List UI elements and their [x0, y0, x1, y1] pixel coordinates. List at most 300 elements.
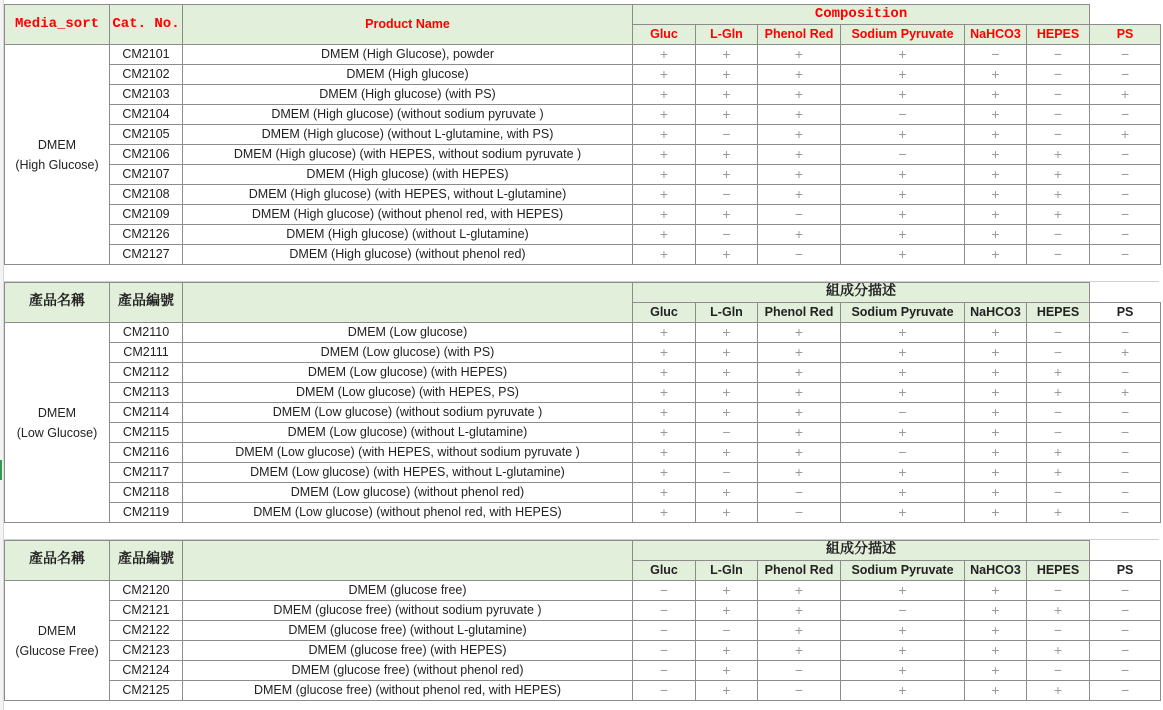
composition-mark[interactable]: −	[633, 581, 696, 601]
cat-no-cell[interactable]: CM2116	[110, 443, 183, 463]
media-sort-cell[interactable]	[5, 45, 110, 265]
cat-no-cell[interactable]: CM2125	[110, 681, 183, 701]
product-block	[4, 540, 1161, 701]
composition-mark[interactable]: +	[841, 581, 965, 601]
product-name-cell[interactable]: DMEM (High glucose) (with HEPES, without sodium pyruvate )	[183, 145, 633, 165]
composition-mark[interactable]: −	[841, 145, 965, 165]
composition-mark[interactable]: −	[1090, 105, 1161, 125]
product-name-cell[interactable]: DMEM (High glucose) (without phenol red)	[183, 245, 633, 265]
composition-mark[interactable]: +	[696, 323, 758, 343]
composition-mark[interactable]: +	[841, 463, 965, 483]
product-name-cell[interactable]: DMEM (Low glucose) (without sodium pyruvate )	[183, 403, 633, 423]
composition-mark[interactable]: −	[696, 423, 758, 443]
table-row	[5, 185, 1161, 205]
composition-mark[interactable]: +	[758, 581, 841, 601]
product-table	[4, 540, 1161, 701]
product-name-cell[interactable]: DMEM (Low glucose) (with HEPES, without L-glutamine)	[183, 463, 633, 483]
header-cat-no[interactable]: 產品編號	[110, 283, 183, 323]
table-row	[5, 383, 1161, 403]
cat-no-cell[interactable]: CM2124	[110, 661, 183, 681]
composition-mark[interactable]: +	[633, 343, 696, 363]
composition-mark[interactable]: +	[965, 681, 1027, 701]
composition-mark[interactable]: −	[758, 503, 841, 523]
cat-no-cell[interactable]: CM2122	[110, 621, 183, 641]
composition-mark[interactable]: +	[758, 323, 841, 343]
cat-no-cell[interactable]: CM2105	[110, 125, 183, 145]
header-nahco3[interactable]: NaHCO3	[965, 561, 1027, 581]
composition-mark[interactable]: +	[633, 125, 696, 145]
product-name-cell[interactable]: DMEM (High glucose) (without phenol red, with HEPES)	[183, 205, 633, 225]
composition-mark[interactable]: +	[965, 661, 1027, 681]
composition-mark[interactable]: +	[841, 681, 965, 701]
composition-mark[interactable]: +	[758, 621, 841, 641]
composition-mark[interactable]: +	[633, 185, 696, 205]
composition-mark[interactable]: −	[1027, 45, 1090, 65]
header-nahco3[interactable]: NaHCO3	[965, 25, 1027, 45]
header-product-name[interactable]: Product Name	[183, 5, 633, 45]
composition-mark[interactable]: −	[633, 621, 696, 641]
composition-mark[interactable]: −	[1090, 145, 1161, 165]
composition-mark[interactable]: +	[633, 245, 696, 265]
media-sort-label: DMEM	[37, 137, 77, 152]
header-gluc[interactable]: Gluc	[633, 25, 696, 45]
composition-mark[interactable]: +	[633, 165, 696, 185]
composition-mark[interactable]: +	[633, 363, 696, 383]
spreadsheet[interactable]	[4, 4, 1163, 710]
composition-mark[interactable]: −	[1090, 443, 1161, 463]
composition-mark[interactable]: +	[1027, 601, 1090, 621]
composition-mark[interactable]: +	[696, 661, 758, 681]
composition-mark[interactable]: +	[1027, 205, 1090, 225]
composition-mark[interactable]: −	[841, 403, 965, 423]
composition-mark[interactable]: −	[758, 245, 841, 265]
cat-no-cell[interactable]: CM2113	[110, 383, 183, 403]
cat-no-cell[interactable]: CM2106	[110, 145, 183, 165]
composition-mark[interactable]: +	[633, 65, 696, 85]
header-ps[interactable]: PS	[1090, 25, 1161, 45]
cat-no-cell[interactable]: CM2104	[110, 105, 183, 125]
composition-mark[interactable]: −	[1027, 423, 1090, 443]
composition-mark[interactable]: −	[1090, 323, 1161, 343]
composition-mark[interactable]: +	[1027, 165, 1090, 185]
composition-mark[interactable]: +	[965, 403, 1027, 423]
product-name-cell[interactable]: DMEM (glucose free) (without sodium pyruvate )	[183, 601, 633, 621]
composition-mark[interactable]: +	[841, 483, 965, 503]
composition-mark[interactable]: +	[1027, 383, 1090, 403]
composition-mark[interactable]: −	[1027, 125, 1090, 145]
composition-mark[interactable]: +	[1027, 443, 1090, 463]
product-name-cell[interactable]: DMEM (glucose free) (without phenol red)	[183, 661, 633, 681]
cat-no-cell[interactable]: CM2118	[110, 483, 183, 503]
composition-mark[interactable]: −	[633, 681, 696, 701]
table-row	[5, 105, 1161, 125]
cat-no-cell[interactable]: CM2119	[110, 503, 183, 523]
table-row	[5, 65, 1161, 85]
cat-no-cell[interactable]: CM2120	[110, 581, 183, 601]
composition-mark[interactable]: +	[1027, 363, 1090, 383]
composition-mark[interactable]: −	[696, 621, 758, 641]
composition-mark[interactable]: +	[696, 45, 758, 65]
composition-mark[interactable]: +	[696, 601, 758, 621]
media-sort-label: DMEM	[37, 405, 77, 420]
cat-no-cell[interactable]: CM2121	[110, 601, 183, 621]
header-l-gln[interactable]: L-Gln	[696, 561, 758, 581]
product-name-cell[interactable]: DMEM (Low glucose) (without phenol red)	[183, 483, 633, 503]
composition-mark[interactable]: +	[1027, 503, 1090, 523]
header-sodium-pyruvate[interactable]: Sodium Pyruvate	[841, 25, 965, 45]
table-row	[5, 581, 1161, 601]
composition-mark[interactable]: +	[758, 165, 841, 185]
product-name-cell[interactable]: DMEM (Low glucose) (with PS)	[183, 343, 633, 363]
composition-mark[interactable]: +	[1027, 463, 1090, 483]
table-row	[5, 423, 1161, 443]
composition-mark[interactable]: +	[696, 363, 758, 383]
composition-mark[interactable]: +	[758, 225, 841, 245]
composition-mark[interactable]: +	[633, 45, 696, 65]
composition-mark[interactable]: +	[841, 323, 965, 343]
composition-mark[interactable]: +	[965, 323, 1027, 343]
composition-mark[interactable]: +	[758, 343, 841, 363]
product-name-cell[interactable]: DMEM (High glucose) (without L-glutamine)	[183, 225, 633, 245]
composition-mark[interactable]: +	[758, 45, 841, 65]
composition-mark[interactable]: +	[633, 205, 696, 225]
product-name-cell[interactable]: DMEM (High glucose) (with HEPES)	[183, 165, 633, 185]
composition-mark[interactable]: +	[758, 383, 841, 403]
header-ps[interactable]: PS	[1090, 303, 1161, 323]
composition-mark[interactable]: −	[758, 205, 841, 225]
cat-no-cell[interactable]: CM2108	[110, 185, 183, 205]
composition-mark[interactable]: −	[1027, 483, 1090, 503]
composition-mark[interactable]: +	[841, 641, 965, 661]
composition-mark[interactable]: −	[1027, 323, 1090, 343]
composition-mark[interactable]: +	[965, 185, 1027, 205]
composition-mark[interactable]: −	[841, 105, 965, 125]
header-product-name[interactable]	[183, 541, 633, 581]
header-phenol-red[interactable]: Phenol Red	[758, 25, 841, 45]
header-media-sort[interactable]: 產品名稱	[5, 283, 110, 323]
composition-mark[interactable]: −	[1027, 621, 1090, 641]
product-block	[4, 282, 1161, 523]
composition-mark[interactable]: +	[965, 423, 1027, 443]
composition-mark[interactable]: −	[633, 601, 696, 621]
composition-mark[interactable]: +	[965, 343, 1027, 363]
header-composition[interactable]: Composition	[633, 5, 1090, 25]
product-name-cell[interactable]: DMEM (glucose free) (without L-glutamine)	[183, 621, 633, 641]
header-cat-no[interactable]: 產品編號	[110, 541, 183, 581]
header-ps[interactable]: PS	[1090, 561, 1161, 581]
header-hepes[interactable]: HEPES	[1027, 561, 1090, 581]
composition-mark[interactable]: +	[633, 323, 696, 343]
composition-mark[interactable]: +	[696, 65, 758, 85]
composition-mark[interactable]: −	[633, 661, 696, 681]
header-hepes[interactable]: HEPES	[1027, 25, 1090, 45]
composition-mark[interactable]: +	[633, 225, 696, 245]
composition-mark[interactable]: −	[1027, 225, 1090, 245]
product-name-cell[interactable]: DMEM (High Glucose), powder	[183, 45, 633, 65]
composition-mark[interactable]: +	[696, 245, 758, 265]
composition-mark[interactable]: −	[1027, 661, 1090, 681]
composition-mark[interactable]: +	[696, 145, 758, 165]
composition-mark[interactable]: +	[758, 641, 841, 661]
composition-mark[interactable]: +	[841, 383, 965, 403]
composition-mark[interactable]: −	[1090, 205, 1161, 225]
table-row	[5, 443, 1161, 463]
composition-mark[interactable]: +	[841, 125, 965, 145]
composition-mark[interactable]: −	[696, 125, 758, 145]
composition-mark[interactable]: −	[1090, 641, 1161, 661]
cat-no-cell[interactable]: CM2103	[110, 85, 183, 105]
product-table	[4, 4, 1161, 265]
composition-mark[interactable]: +	[965, 383, 1027, 403]
composition-mark[interactable]: +	[841, 65, 965, 85]
composition-mark[interactable]: +	[696, 383, 758, 403]
header-row	[5, 5, 1161, 25]
composition-mark[interactable]: +	[758, 363, 841, 383]
cat-no-cell[interactable]: CM2101	[110, 45, 183, 65]
composition-mark[interactable]: +	[965, 105, 1027, 125]
composition-mark[interactable]: +	[965, 165, 1027, 185]
product-name-cell[interactable]: DMEM (Low glucose) (without phenol red, with HEPES)	[183, 503, 633, 523]
product-name-cell[interactable]: DMEM (Low glucose) (with HEPES)	[183, 363, 633, 383]
composition-mark[interactable]: +	[696, 105, 758, 125]
header-l-gln[interactable]: L-Gln	[696, 303, 758, 323]
composition-mark[interactable]: +	[841, 45, 965, 65]
cat-no-cell[interactable]: CM2109	[110, 205, 183, 225]
product-name-cell[interactable]: DMEM (Low glucose) (with HEPES, PS)	[183, 383, 633, 403]
composition-mark[interactable]: +	[696, 641, 758, 661]
composition-mark[interactable]: +	[1090, 383, 1161, 403]
composition-mark[interactable]: +	[1090, 125, 1161, 145]
composition-mark[interactable]: +	[758, 145, 841, 165]
composition-mark[interactable]: +	[696, 403, 758, 423]
composition-mark[interactable]: −	[633, 641, 696, 661]
composition-mark[interactable]: +	[965, 225, 1027, 245]
composition-mark[interactable]: −	[758, 661, 841, 681]
composition-mark[interactable]: +	[965, 601, 1027, 621]
composition-mark[interactable]: +	[841, 205, 965, 225]
composition-mark[interactable]: +	[696, 85, 758, 105]
cat-no-cell[interactable]: CM2111	[110, 343, 183, 363]
product-name-cell[interactable]: DMEM (Low glucose)	[183, 323, 633, 343]
composition-mark[interactable]: −	[696, 463, 758, 483]
cat-no-cell[interactable]: CM2114	[110, 403, 183, 423]
composition-mark[interactable]: +	[965, 85, 1027, 105]
composition-mark[interactable]: +	[633, 483, 696, 503]
composition-mark[interactable]: −	[1090, 403, 1161, 423]
composition-mark[interactable]: +	[965, 621, 1027, 641]
composition-mark[interactable]: +	[758, 125, 841, 145]
product-name-cell[interactable]: DMEM (glucose free) (with HEPES)	[183, 641, 633, 661]
product-name-cell[interactable]: DMEM (Low glucose) (with HEPES, without sodium pyruvate )	[183, 443, 633, 463]
header-sodium-pyruvate[interactable]: Sodium Pyruvate	[841, 303, 965, 323]
composition-mark[interactable]: −	[1027, 105, 1090, 125]
composition-mark[interactable]: +	[841, 363, 965, 383]
composition-mark[interactable]: +	[1027, 145, 1090, 165]
composition-mark[interactable]: +	[633, 463, 696, 483]
composition-mark[interactable]: +	[633, 443, 696, 463]
media-sort-cell[interactable]	[5, 323, 110, 523]
cat-no-cell[interactable]: CM2127	[110, 245, 183, 265]
composition-mark[interactable]: +	[965, 65, 1027, 85]
composition-mark[interactable]: −	[1090, 661, 1161, 681]
header-nahco3[interactable]: NaHCO3	[965, 303, 1027, 323]
composition-mark[interactable]: +	[965, 245, 1027, 265]
composition-mark[interactable]: −	[841, 601, 965, 621]
composition-mark[interactable]: −	[1090, 45, 1161, 65]
header-cat-no[interactable]: Cat. No.	[110, 5, 183, 45]
header-media-sort[interactable]: Media_sort	[5, 5, 110, 45]
composition-mark[interactable]: +	[696, 165, 758, 185]
empty-row[interactable]	[4, 262, 1159, 282]
composition-mark[interactable]: −	[1027, 343, 1090, 363]
table-row	[5, 483, 1161, 503]
composition-mark[interactable]: +	[758, 185, 841, 205]
composition-mark[interactable]: −	[1090, 165, 1161, 185]
composition-mark[interactable]: +	[1090, 85, 1161, 105]
composition-mark[interactable]: +	[1027, 185, 1090, 205]
composition-mark[interactable]: −	[1027, 403, 1090, 423]
composition-mark[interactable]: +	[965, 581, 1027, 601]
composition-mark[interactable]: +	[841, 343, 965, 363]
composition-mark[interactable]: +	[696, 343, 758, 363]
header-composition[interactable]: 組成分描述	[633, 541, 1090, 561]
composition-mark[interactable]: +	[696, 503, 758, 523]
composition-mark[interactable]: +	[965, 145, 1027, 165]
composition-mark[interactable]: −	[1027, 65, 1090, 85]
product-name-cell[interactable]: DMEM (High glucose) (with PS)	[183, 85, 633, 105]
header-gluc[interactable]: Gluc	[633, 561, 696, 581]
cat-no-cell[interactable]: CM2112	[110, 363, 183, 383]
composition-mark[interactable]: −	[1090, 245, 1161, 265]
composition-mark[interactable]: +	[758, 105, 841, 125]
composition-mark[interactable]: +	[696, 443, 758, 463]
header-gluc[interactable]: Gluc	[633, 303, 696, 323]
composition-mark[interactable]: −	[758, 483, 841, 503]
composition-mark[interactable]: −	[1090, 185, 1161, 205]
composition-mark[interactable]: −	[965, 45, 1027, 65]
composition-mark[interactable]: +	[758, 601, 841, 621]
cat-no-cell[interactable]: CM2126	[110, 225, 183, 245]
product-name-cell[interactable]: DMEM (Low glucose) (without L-glutamine)	[183, 423, 633, 443]
composition-mark[interactable]: −	[1027, 85, 1090, 105]
composition-mark[interactable]: −	[1090, 681, 1161, 701]
composition-mark[interactable]: +	[758, 443, 841, 463]
composition-mark[interactable]: +	[633, 403, 696, 423]
composition-mark[interactable]: +	[758, 65, 841, 85]
composition-mark[interactable]: +	[965, 483, 1027, 503]
cat-no-cell[interactable]: CM2115	[110, 423, 183, 443]
composition-mark[interactable]: +	[633, 145, 696, 165]
composition-mark[interactable]: +	[965, 125, 1027, 145]
product-name-cell[interactable]: DMEM (glucose free)	[183, 581, 633, 601]
composition-mark[interactable]: −	[1090, 363, 1161, 383]
composition-mark[interactable]: +	[633, 105, 696, 125]
composition-mark[interactable]: −	[1090, 65, 1161, 85]
header-phenol-red[interactable]: Phenol Red	[758, 561, 841, 581]
composition-mark[interactable]: −	[1090, 581, 1161, 601]
composition-mark[interactable]: +	[841, 225, 965, 245]
header-product-name[interactable]	[183, 283, 633, 323]
composition-mark[interactable]: +	[1090, 343, 1161, 363]
header-blank[interactable]	[1090, 5, 1161, 25]
composition-mark[interactable]: +	[841, 503, 965, 523]
composition-mark[interactable]: +	[633, 85, 696, 105]
cat-no-cell[interactable]: CM2110	[110, 323, 183, 343]
cat-no-cell[interactable]: CM2102	[110, 65, 183, 85]
composition-mark[interactable]: +	[841, 165, 965, 185]
composition-mark[interactable]: −	[1027, 245, 1090, 265]
composition-mark[interactable]: +	[633, 423, 696, 443]
empty-row[interactable]	[4, 520, 1159, 540]
composition-mark[interactable]: −	[758, 681, 841, 701]
composition-mark[interactable]: −	[1090, 463, 1161, 483]
composition-mark[interactable]: −	[1090, 483, 1161, 503]
header-blank[interactable]	[1090, 541, 1161, 561]
composition-mark[interactable]: −	[1090, 225, 1161, 245]
composition-mark[interactable]: −	[1027, 581, 1090, 601]
composition-mark[interactable]: −	[1090, 423, 1161, 443]
composition-mark[interactable]: +	[965, 443, 1027, 463]
product-name-cell[interactable]: DMEM (glucose free) (without phenol red, with HEPES)	[183, 681, 633, 701]
composition-mark[interactable]: +	[758, 85, 841, 105]
header-composition[interactable]: 組成分描述	[633, 283, 1090, 303]
composition-mark[interactable]: +	[841, 85, 965, 105]
composition-mark[interactable]: +	[633, 503, 696, 523]
composition-mark[interactable]: +	[1027, 641, 1090, 661]
composition-mark[interactable]: +	[965, 205, 1027, 225]
composition-mark[interactable]: −	[841, 443, 965, 463]
composition-mark[interactable]: +	[696, 681, 758, 701]
composition-mark[interactable]: −	[696, 225, 758, 245]
cat-no-cell[interactable]: CM2107	[110, 165, 183, 185]
product-name-cell[interactable]: DMEM (High glucose)	[183, 65, 633, 85]
product-name-cell[interactable]: DMEM (High glucose) (with HEPES, without L-glutamine)	[183, 185, 633, 205]
composition-mark[interactable]: +	[965, 463, 1027, 483]
composition-mark[interactable]: −	[1090, 503, 1161, 523]
composition-mark[interactable]: +	[965, 641, 1027, 661]
composition-mark[interactable]: −	[1090, 621, 1161, 641]
product-name-cell[interactable]: DMEM (High glucose) (without sodium pyruvate )	[183, 105, 633, 125]
composition-mark[interactable]: +	[965, 503, 1027, 523]
composition-mark[interactable]: +	[841, 185, 965, 205]
composition-mark[interactable]: +	[758, 403, 841, 423]
composition-mark[interactable]: −	[696, 185, 758, 205]
header-hepes[interactable]: HEPES	[1027, 303, 1090, 323]
cat-no-cell[interactable]: CM2117	[110, 463, 183, 483]
composition-mark[interactable]: +	[696, 483, 758, 503]
composition-mark[interactable]: +	[841, 245, 965, 265]
header-phenol-red[interactable]: Phenol Red	[758, 303, 841, 323]
composition-mark[interactable]: +	[1027, 681, 1090, 701]
header-sodium-pyruvate[interactable]: Sodium Pyruvate	[841, 561, 965, 581]
header-media-sort[interactable]: 產品名稱	[5, 541, 110, 581]
composition-mark[interactable]: +	[758, 423, 841, 443]
composition-mark[interactable]: +	[841, 661, 965, 681]
composition-mark[interactable]: +	[633, 383, 696, 403]
composition-mark[interactable]: +	[758, 463, 841, 483]
composition-mark[interactable]: +	[841, 621, 965, 641]
composition-mark[interactable]: +	[696, 205, 758, 225]
media-sort-cell[interactable]	[5, 581, 110, 701]
header-blank[interactable]	[1090, 283, 1161, 303]
composition-mark[interactable]: −	[1090, 601, 1161, 621]
composition-mark[interactable]: +	[696, 581, 758, 601]
header-l-gln[interactable]: L-Gln	[696, 25, 758, 45]
cat-no-cell[interactable]: CM2123	[110, 641, 183, 661]
composition-mark[interactable]: +	[965, 363, 1027, 383]
composition-mark[interactable]: +	[841, 423, 965, 443]
product-name-cell[interactable]: DMEM (High glucose) (without L-glutamine, with PS)	[183, 125, 633, 145]
